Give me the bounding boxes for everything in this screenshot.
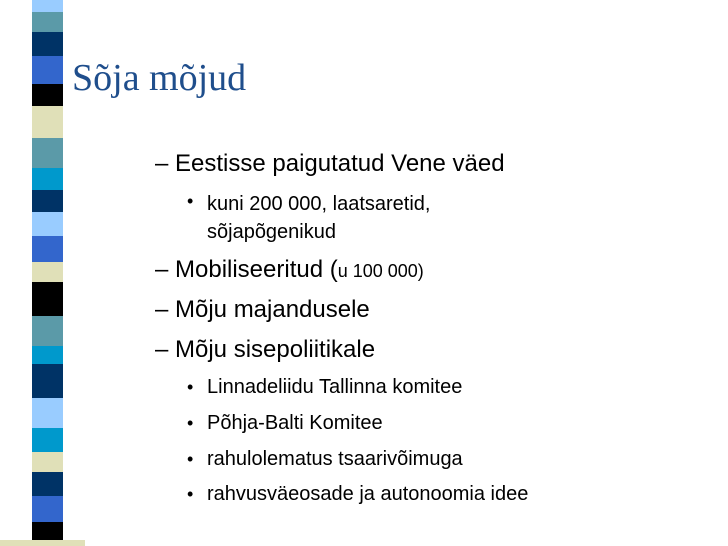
list-item — [187, 376, 462, 399]
bullet-marker: • — [187, 191, 194, 211]
list-item — [155, 296, 370, 324]
dash-marker: – — [155, 296, 169, 323]
list-item — [155, 256, 424, 284]
bullet-marker: • — [187, 484, 194, 504]
list-item — [187, 190, 527, 246]
list-item-text: Eestisse paigutatud Vene väed — [175, 150, 505, 177]
slide-title: Sõja mõjud — [72, 57, 247, 99]
bullet-marker: • — [187, 413, 194, 433]
list-item-text — [175, 256, 424, 284]
list-item-text: rahvusväeosade ja autonoomia idee — [207, 483, 529, 505]
list-item — [155, 150, 505, 178]
list-item — [187, 412, 383, 435]
list-item-text: kuni 200 000, laatsaretid, sõjapõgenikud — [207, 193, 431, 243]
list-item-small-text: u 100 000) — [337, 261, 424, 281]
bullet-marker: • — [187, 449, 194, 469]
list-item — [155, 336, 375, 364]
list-item-text: Mõju majandusele — [175, 296, 370, 323]
list-item-text: rahulolematus tsaarivõimuga — [207, 448, 463, 470]
bullet-marker: • — [187, 377, 194, 397]
list-item-text: Põhja-Balti Komitee — [207, 412, 383, 434]
dash-marker: – — [155, 256, 169, 283]
dash-marker: – — [155, 336, 169, 363]
list-item-text: Linnadeliidu Tallinna komitee — [207, 376, 463, 398]
list-item-text: Mõju sisepoliitikale — [175, 336, 376, 363]
dash-marker: – — [155, 150, 169, 177]
list-item — [187, 483, 528, 506]
list-item — [187, 448, 463, 471]
list-item-main-text: Mobiliseeritud ( — [175, 256, 338, 283]
